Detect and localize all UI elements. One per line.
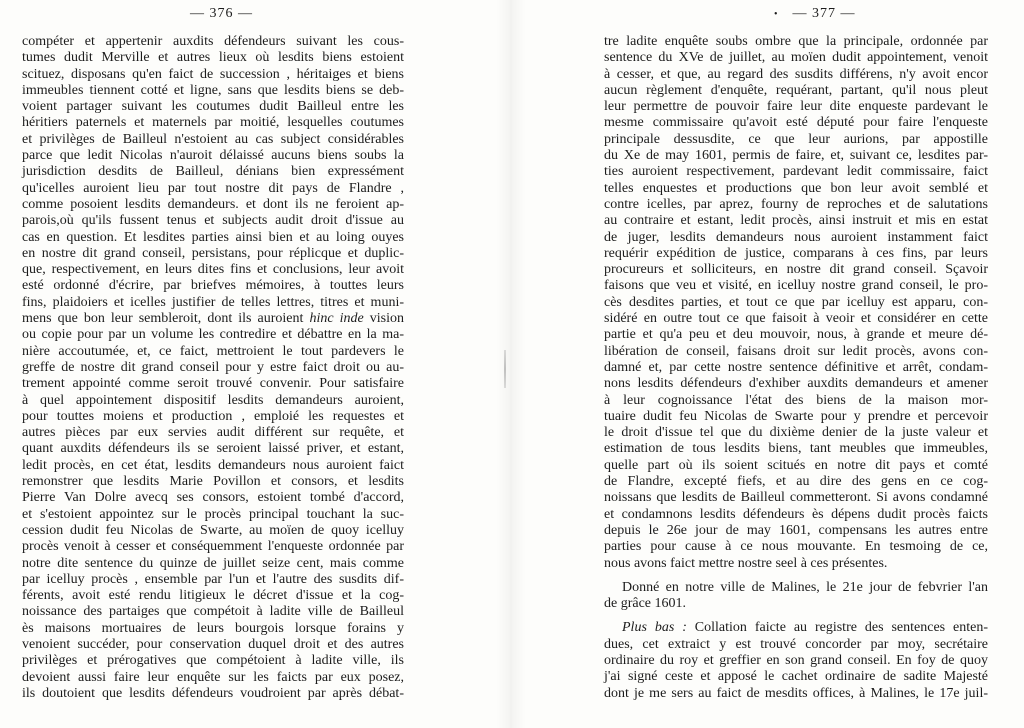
text-line: de grâce 1601. — [604, 596, 687, 612]
text-line: nons lesdits défendeurs d'exhiber auxdits demandeurs et amener — [604, 376, 988, 392]
text-line: et s'estoient appointez sur le procès principal touchant la suc- — [22, 506, 404, 522]
text-line: de Flandre, excepté fiefs, et au dire des gens en ce cog- — [604, 474, 988, 490]
text-line: jurisdiction desdits de Bailleul, dénians bien expressément — [22, 164, 404, 180]
text-line: cas en question. Et lesdites parties ainsi bien et au loing ouyes — [22, 229, 404, 245]
text-line: noissans que lesdits de Bailleul commetteront. Si avons condamné — [604, 490, 988, 506]
text-line: de juger, lesdits demandeurs nous auroient instamment faict — [604, 229, 988, 245]
right-page — [512, 0, 1024, 728]
paragraph-gap — [604, 572, 988, 580]
text-line: devoient aussi faire leur enquête sur les faicts par eux posez, — [22, 669, 404, 685]
text-line: ou copie pour par un volume les contredire et débattre en la ma- — [22, 327, 404, 343]
paragraph-gap — [604, 612, 988, 620]
text-line: partie et qu'a peu et deu mouvoir, nous, à grande et meure dé- — [604, 327, 988, 343]
text-line: procureurs et solliciteurs, en nostre dit grand conseil. Sçavoir — [604, 262, 988, 278]
text-line: libération de conseil, faisans droit sur ledit procès, avons con- — [604, 343, 988, 359]
text-line: contre icelles, par aprez, fourny de reproches et de salutations — [604, 196, 988, 212]
text-line: tumes dudit Merville et autres lieux où lesdits biens estoient — [22, 50, 404, 66]
text-line: privilèges et prérogatives que compétoient à ladite ville, ils — [22, 653, 404, 669]
page-mark: • — [774, 9, 779, 20]
text-line: scituez, disposans qu'en faict de succession , héritaiges et biens — [22, 66, 404, 82]
text-line: sentence du XVe de juillet, au moïen dudit appointement, venoit — [604, 50, 988, 66]
text-line: et condamnons lesdits défendeurs ès dépens dudit procès faicts — [604, 506, 988, 522]
text-line: Pierre Van Dolre avecq ses consors, estoient tombé d'accord, — [22, 490, 404, 506]
text-line: mens que bon leur sembleroit, dont ils auroient hinc inde vision — [22, 311, 404, 327]
text-line: autres pièces par eux servies audit différent sur requête, et — [22, 425, 404, 441]
text-line: comme posoient lesdits demandeurs. et dont ils ne feroient ap- — [22, 196, 404, 212]
text-line: compéter et appertenir auxdits défendeurs suivant les cous- — [22, 34, 404, 49]
text-line: mesme commissaire qu'avoit esté député pour faire l'enqueste — [604, 115, 988, 131]
text-line: cession dudit feu Nicolas de Swarte, au moïen de quoy icelluy — [22, 522, 404, 538]
text-line: tre ladite enquête soubs ombre que la principale, ordonnée par — [604, 34, 988, 49]
text-line: greffe de nostre dit grand conseil pour y estre faict droit ou au- — [22, 359, 404, 375]
text-line: par icelluy procès , ensemble par l'un et l'autre des susdits dif- — [22, 571, 404, 587]
text-line: principale dessusdite, ce que leur aurions, par appostille — [604, 131, 988, 147]
text-line: nière accoutumée, et, ce faict, mettroient le tout pardevers le — [22, 343, 404, 359]
text-line: estimation de tous lesdits biens, tant meubles que immeubles, — [604, 441, 988, 457]
text-line: cès desdites parties, et tout ce que par icelluy est apparu, con- — [604, 294, 988, 310]
text-line: à leur cognoissance l'état des biens de la maison mor- — [604, 392, 988, 408]
text-line: leur permettre de pouvoir faire leur dite enqueste pardevant le — [604, 99, 988, 115]
text-line: ledit procès, en cet état, lesdits demandeurs nous auroient faict — [22, 457, 404, 473]
text-line: immeubles tiennent cotté et ligne, sans que lesdits biens se deb- — [22, 82, 404, 98]
text-line: quant auxdits défendeurs ils se seroient laissé priver, et estant, — [22, 441, 404, 457]
text-line: au contraire et estant, ledit procès, ainsi instruit et mis en estat — [604, 213, 988, 229]
text-line: aucun règlement d'enquête, requérant, partant, qu'il nous pleut — [604, 82, 988, 98]
text-line: Plus bas : Collation faicte au registre des sentences enten- — [622, 620, 989, 636]
text-line: j'ai signé ceste et apposé le cachet ordinaire de sadite Majesté — [604, 669, 988, 685]
text-line: ils doutoient que lesdits défendeurs voudroient par après débat- — [22, 685, 404, 701]
text-line: parce que ledit Nicolas n'auroit délaissé aucuns biens soubs la — [22, 148, 404, 164]
left-page-text — [22, 34, 404, 702]
text-line: depuis le 26e jour de may 1601, compensans les autres entre — [604, 522, 988, 538]
text-line: ordinaire du roy et greffier en son grand conseil. En foy de quoy — [604, 652, 988, 668]
right-page-number — [774, 6, 856, 22]
book-gutter-mark — [504, 350, 506, 388]
text-line: nous avons faict mettre nostre seel à ces présentes. — [604, 555, 888, 571]
left-page-number: — 376 — — [190, 6, 253, 21]
text-line: qu'icelles auroient lieu par tout nostre dit pays de Flandre , — [22, 180, 404, 196]
text-line: parois,où qu'ils fussent tenus et subjects audit droit d'issue au — [22, 213, 404, 229]
text-line: quelle part où ils soient scitués en notre dit pays et comté — [604, 457, 988, 473]
text-line: du Xe de may 1601, permis de faire, et, suivant ce, lesdites par- — [604, 148, 988, 164]
text-line: notre dite sentence du quinze de juillet seize cent, mais comme — [22, 555, 404, 571]
text-line: héritiers paternels et maternels par moitié, lesquelles coutumes — [22, 115, 404, 131]
text-line: esté ordonné d'écrire, par briefves mémoires, à touttes leurs — [22, 278, 404, 294]
text-line: à quel appointement dispositif lesdits demandeurs auroient, — [22, 392, 404, 408]
text-line: procès venoit à cesser et conséquemment l'enqueste ordonnée par — [22, 539, 404, 555]
text-line: pour touttes moiens et production , emploié les requestes et — [22, 408, 404, 424]
text-line: parties pour cause à ce nous mouvante. En tesmoing de ce, — [604, 539, 988, 555]
right-page-number-text: — 377 — — [792, 6, 856, 21]
text-line: dont je me sers au faict de mesdits offices, à Malines, le 17e juil- — [604, 685, 988, 701]
text-line: remonstrer que lesdits Marie Povillon et consors, et lesdits — [22, 474, 404, 490]
text-line: le droit d'issue tel que du dixième denier de la juste valeur et — [604, 425, 988, 441]
text-line: ties auroient respectivement, pardevant ledit commissaire, faict — [604, 164, 988, 180]
text-line: damné et, par cette nostre sentence définitive et arrêt, condam- — [604, 359, 988, 375]
text-line: tuaire dudit feu Nicolas de Swarte pour y prendre et percevoir — [604, 408, 988, 424]
text-line: en nostre dit grand conseil, persistans, pour réplicque et duplic- — [22, 245, 404, 261]
text-line: voient partager suivant les coutumes dudit Bailleul entre les — [22, 99, 404, 115]
text-line: faisons que veu et visité, en icelluy nostre grand conseil, le pro- — [604, 278, 988, 294]
text-line: que, respectivement, en leurs dites fins et conclusions, leur avoit — [22, 262, 404, 278]
text-line: venoient succéder, pour conservation duquel droit et des autres — [22, 636, 404, 652]
text-line: et privilèges de Bailleul n'estoient au cas subject considérables — [22, 131, 404, 147]
text-line: Donné en notre ville de Malines, le 21e jour de febvrier l'an — [622, 579, 988, 595]
text-line: ès maisons mortuaires de leurs bourgois lorsque forains y — [22, 620, 404, 636]
right-page-text — [604, 34, 988, 702]
text-line: sidéré en outre tout ce que faisoit à veoir et considérer en cette — [604, 311, 988, 327]
text-line: férents, avoit esté rendu litigieux le décret d'issue et la cog- — [22, 588, 404, 604]
text-line: noissance des partaiges que compétoit à ladite ville de Bailleul — [22, 604, 404, 620]
text-line: trement appointé comme seroit trouvé convenir. Pour satisfaire — [22, 376, 404, 392]
text-line: requérir expédition de justice, comparans à ces fins, par leurs — [604, 245, 988, 261]
text-line: telles enquestes et productions que bon leur avoit semblé et — [604, 180, 988, 196]
text-line: dues, cet extraict y est trouvé concorder par moy, secrétaire — [604, 636, 988, 652]
text-line: fins, plaidoiers et icelles justifier de telles lettres, titres et muni- — [22, 294, 404, 310]
text-line: à cesser, et que, au regard des susdits différens, n'y avoit encor — [604, 66, 988, 82]
